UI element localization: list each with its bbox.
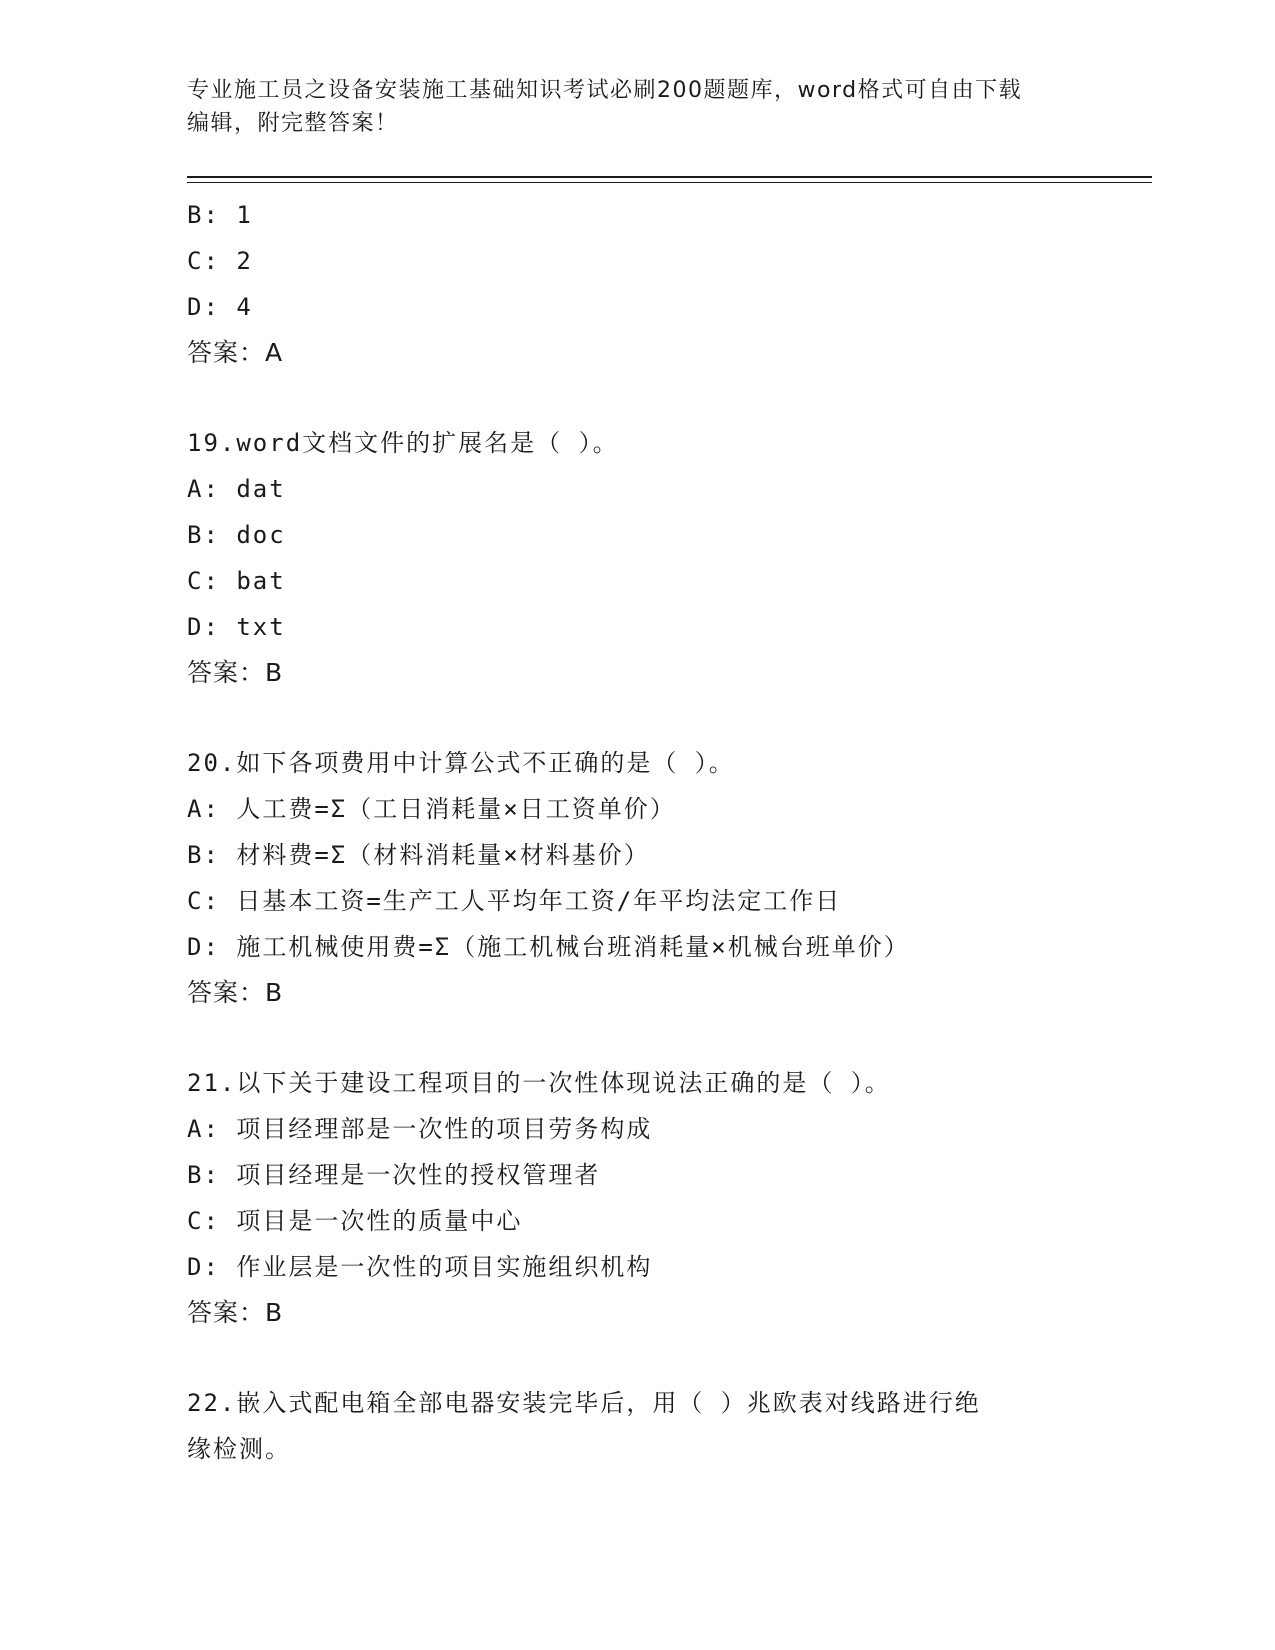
document-header [187,74,1087,140]
q19-option-b: B: doc [187,521,286,549]
q18-option-b: B: 1 [187,201,253,229]
header-divider-thin [187,182,1152,183]
header-title-line-1: 专业施工员之设备安装施工基础知识考试必刷200题题库，word格式可自由下载 [187,78,1023,103]
q21-option-a: A: 项目经理部是一次性的项目劳务构成 [187,1115,653,1143]
q19-option-a: A: dat [187,475,286,503]
q20-option-c: C: 日基本工资=生产工人平均年工资/年平均法定工作日 [187,887,842,915]
q20-option-a: A: 人工费=Σ（工日消耗量×日工资单价） [187,795,676,823]
header-title-line-2: 编辑，附完整答案！ [187,111,399,136]
q18-option-d: D: 4 [187,293,253,321]
q21-answer: 答案：B [187,1298,284,1327]
q20-option-d: D: 施工机械使用费=Σ（施工机械台班消耗量×机械台班单价） [187,933,910,961]
q20-answer: 答案：B [187,978,284,1007]
q21-option-d: D: 作业层是一次性的项目实施组织机构 [187,1253,653,1281]
q19-option-d: D: txt [187,613,286,641]
q21-option-b: B: 项目经理是一次性的授权管理者 [187,1161,601,1189]
q19-answer: 答案：B [187,658,284,687]
q19-option-c: C: bat [187,567,286,595]
q18-answer: 答案：A [187,338,284,367]
q18-option-c: C: 2 [187,247,253,275]
q21-option-c: C: 项目是一次性的质量中心 [187,1207,523,1235]
q20-option-b: B: 材料费=Σ（材料消耗量×材料基价） [187,841,650,869]
q19-question: 19.word文档文件的扩展名是（ ）。 [187,429,619,457]
q21-question: 21.以下关于建设工程项目的一次性体现说法正确的是（ ）。 [187,1069,891,1097]
question-list [187,192,1087,1472]
q20-question: 20.如下各项费用中计算公式不正确的是（ ）。 [187,749,735,777]
q22-question-line-2: 缘检测。 [187,1435,291,1463]
q22-question-line-1: 22.嵌入式配电箱全部电器安装完毕后，用（ ）兆欧表对线路进行绝 [187,1389,981,1417]
header-divider-thick [187,176,1152,178]
